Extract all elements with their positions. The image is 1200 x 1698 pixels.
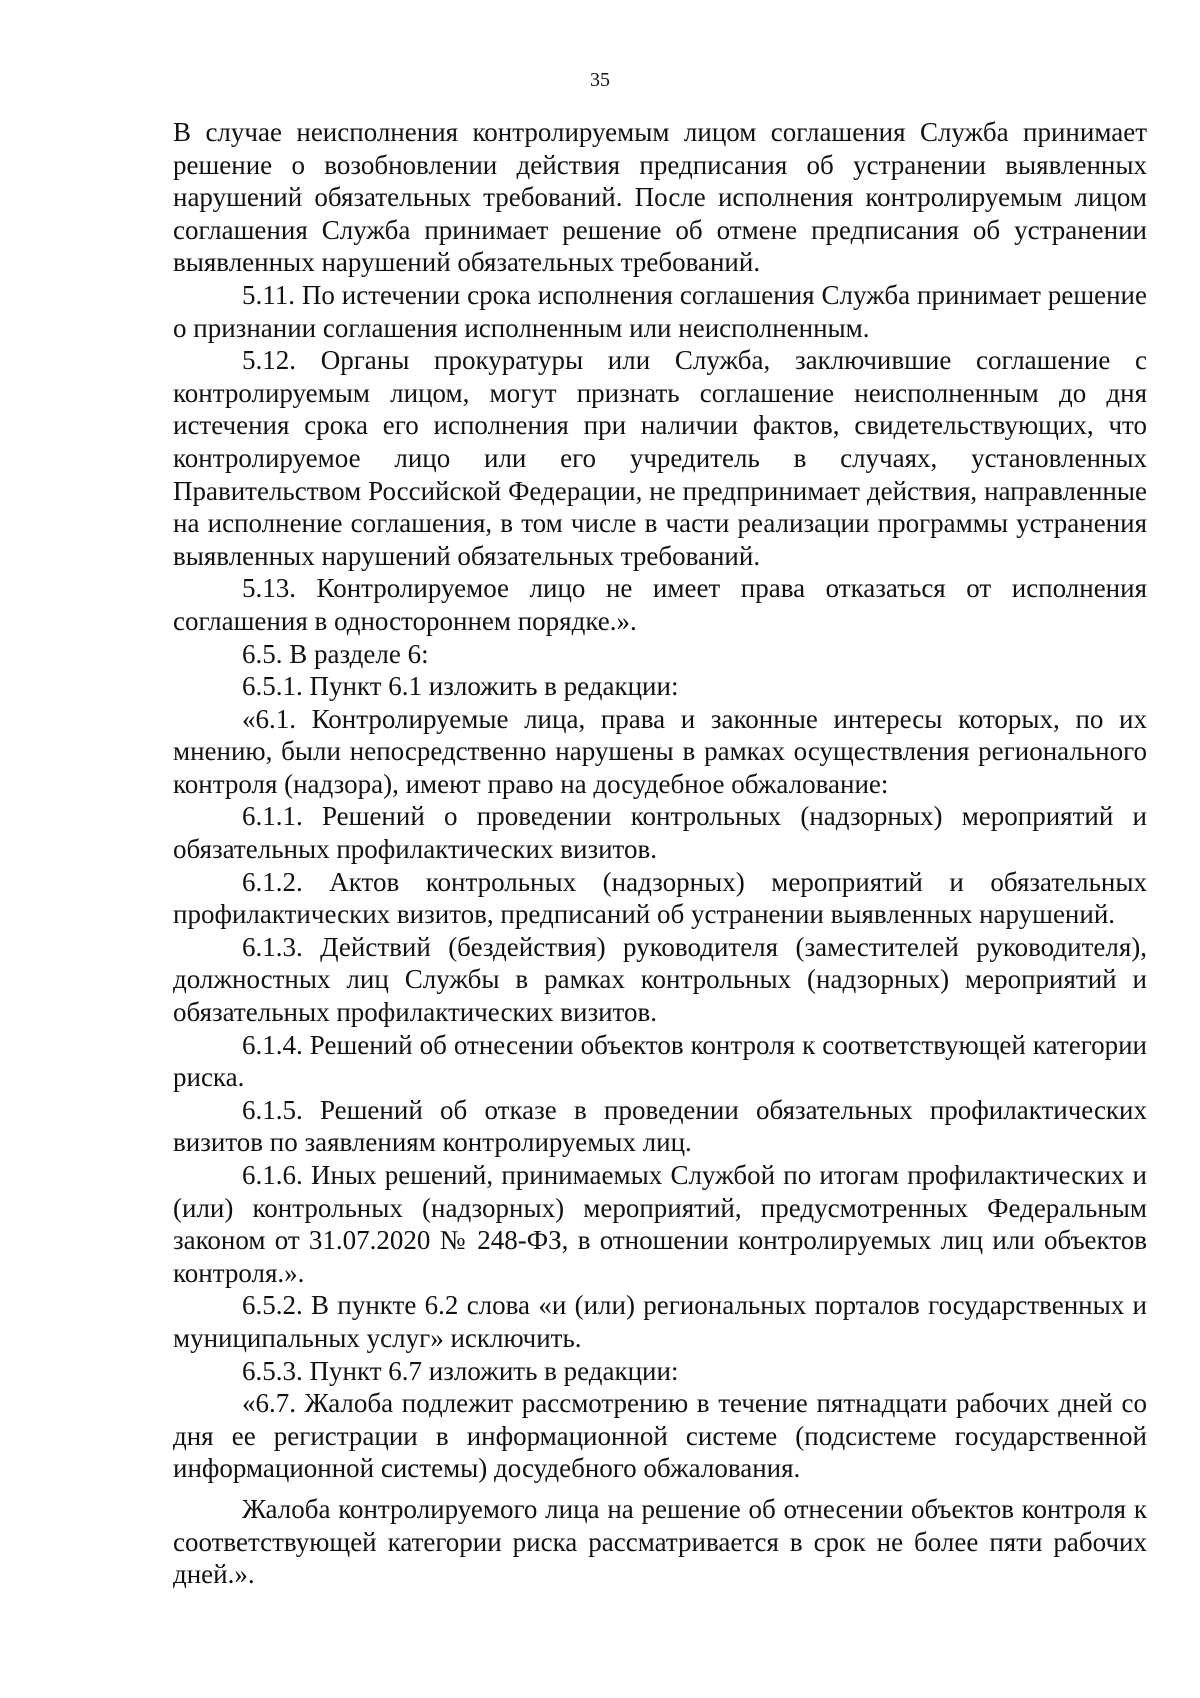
page-number: 35 (590, 69, 610, 91)
paragraph-6-5-2: 6.5.2. В пункте 6.2 слова «и (или) региональных порталов государственных и муниципальных услуг» исключить. (173, 1290, 1147, 1353)
paragraph-6-7: «6.7. Жалоба подлежит рассмотрению в течение пятнадцати рабочих дней со дня ее регистрации в информационной системе (подсистеме государственной информационной системы) досудебного обжалования. (173, 1388, 1147, 1484)
paragraph-5-13: 5.13. Контролируемое лицо не имеет права отказаться от исполнения соглашения в одностороннем порядке.». (173, 573, 1147, 636)
paragraph-6-1-5: 6.1.5. Решений об отказе в проведении обязательных профилактических визитов по заявлениям контролируемых лиц. (173, 1094, 1147, 1158)
document-body (173, 116, 1147, 1591)
paragraph-6-1-2: 6.1.2. Актов контрольных (надзорных) мероприятий и обязательных профилактических визитов, предписаний об устранении выявленных нарушений. (173, 866, 1147, 930)
paragraph-noncompliance-agreement: В случае неисполнения контролируемым лицом соглашения Служба принимает решение о возобновлении действия предписания об устранении выявленных нарушений обязательных требований. После исполнения контролируемым лицом соглашения Служба принимает решение об отмене предписания об устранении выявленных нарушений обязательных требований. (173, 117, 1147, 278)
paragraph-6-1: «6.1. Контролируемые лица, права и законные интересы которых, по их мнению, были непосредственно нарушены в рамках осуществления регионального контроля (надзора), имеют право на досудебное обжалование: (173, 703, 1147, 799)
paragraph-6-5-1: 6.5.1. Пункт 6.1 изложить в редакции: (242, 671, 679, 702)
paragraph-6-1-1: 6.1.1. Решений о проведении контрольных (надзорных) мероприятий и обязательных профилактических визитов. (173, 801, 1147, 865)
paragraph-6-1-4: 6.1.4. Решений об отнесении объектов контроля к соответствующей категории риска. (173, 1029, 1147, 1093)
paragraph-5-12: 5.12. Органы прокуратуры или Служба, заключившие соглашение с контролируемым лицом, могут признать соглашение неисполненным до дня истечения срока его исполнения при наличии фактов, свидетельствующих, что контролируемое лицо или его учредитель в случаях, установленных Правительством Российской Федерации, не предпринимает действия, направленные на исполнение соглашения, в том числе в части реализации программы устранения выявленных нарушений обязательных требований. (173, 345, 1147, 571)
paragraph-complaint-risk-category: Жалоба контролируемого лица на решение об отнесении объектов контроля к соответствующей категории риска рассматривается в срок не более пяти рабочих дней.». (173, 1493, 1147, 1590)
paragraph-6-5: 6.5. В разделе 6: (242, 638, 429, 669)
paragraph-6-5-3: 6.5.3. Пункт 6.7 изложить в редакции: (242, 1355, 679, 1386)
paragraph-5-11: 5.11. По истечении срока исполнения соглашения Служба принимает решение о признании соглашения исполненным или неисполненным. (173, 279, 1147, 343)
paragraph-6-1-3: 6.1.3. Действий (бездействия) руководителя (заместителей руководителя), должностных лиц Службы в рамках контрольных (надзорных) мероприятий и обязательных профилактических визитов. (173, 931, 1147, 1028)
paragraph-6-1-6: 6.1.6. Иных решений, принимаемых Службой по итогам профилактических и (или) контрольных (надзорных) мероприятий, предусмотренных Федеральным законом от 31.07.2020 № 248-ФЗ, в отношении контролируемых лиц или объектов контроля.». (173, 1160, 1147, 1288)
